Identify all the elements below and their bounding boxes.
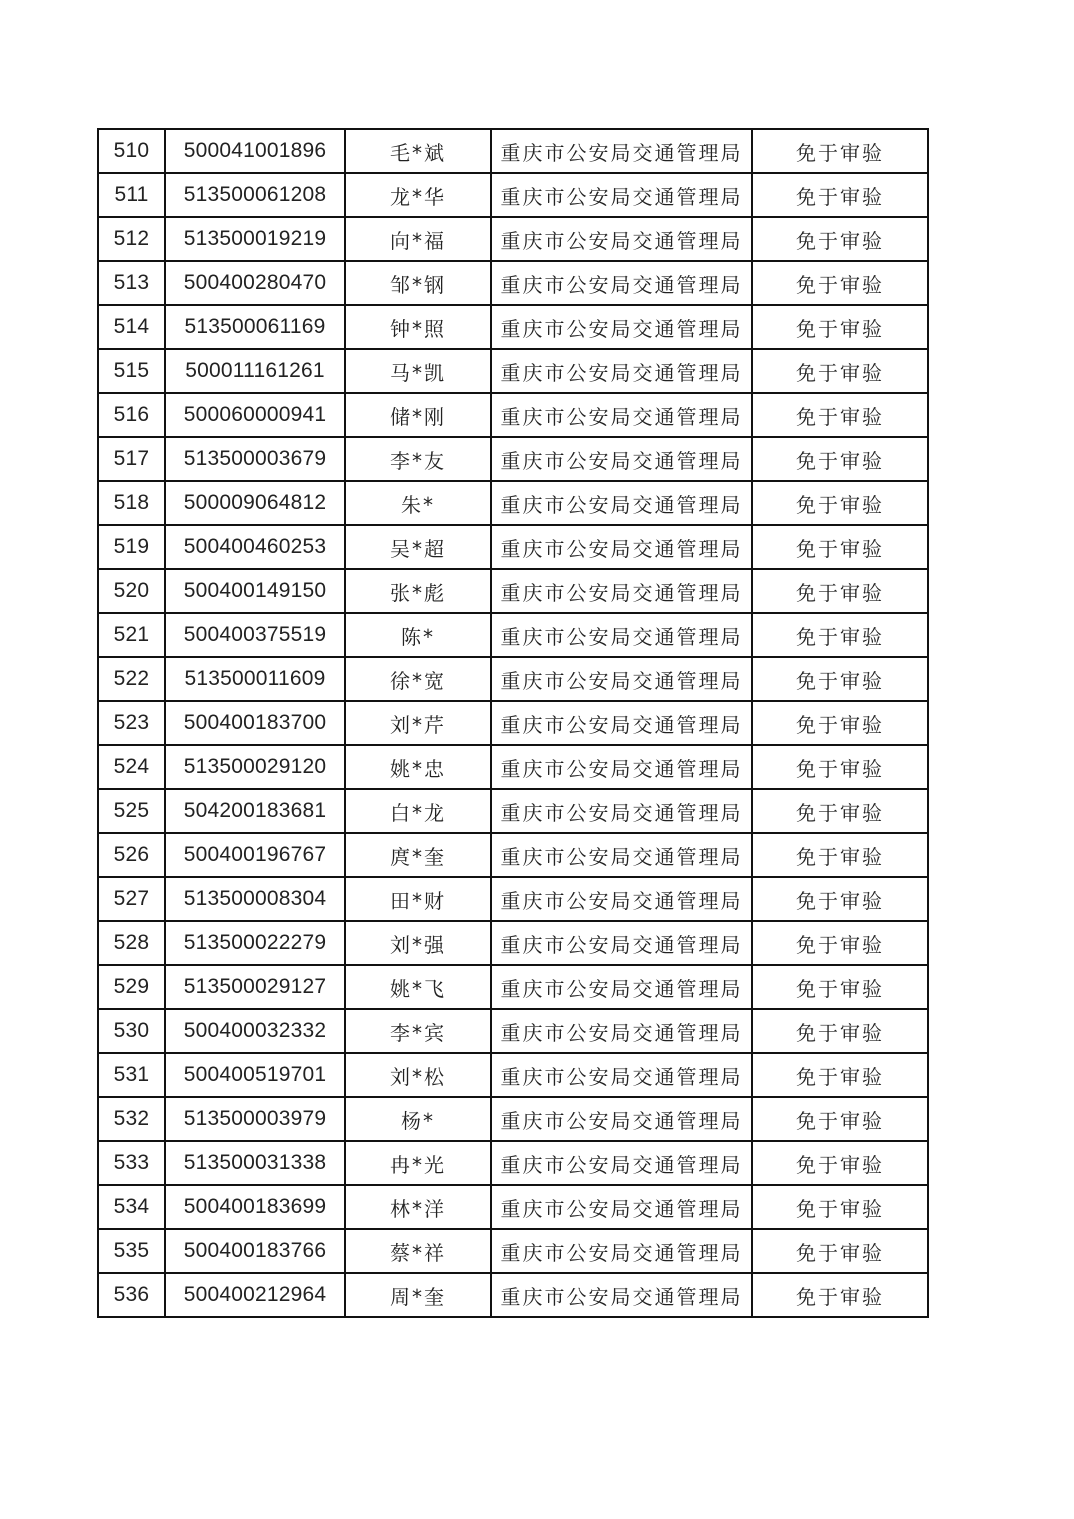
- authority-cell: 重庆市公安局交通管理局: [491, 393, 752, 437]
- row-number-cell: 511: [98, 173, 165, 217]
- record-id-cell: 500400196767: [165, 833, 345, 877]
- record-id-cell: 513500008304: [165, 877, 345, 921]
- person-name-cell: 徐*宽: [345, 657, 491, 701]
- table-body: [98, 129, 928, 1317]
- row-number-cell: 513: [98, 261, 165, 305]
- row-number-cell: 517: [98, 437, 165, 481]
- table-row: [98, 349, 928, 393]
- result-cell: 免于审验: [752, 1053, 928, 1097]
- record-id-cell: 500400032332: [165, 1009, 345, 1053]
- row-number-cell: 516: [98, 393, 165, 437]
- authority-cell: 重庆市公安局交通管理局: [491, 789, 752, 833]
- result-cell: 免于审验: [752, 393, 928, 437]
- record-id-cell: 500011161261: [165, 349, 345, 393]
- authority-cell: 重庆市公安局交通管理局: [491, 437, 752, 481]
- result-cell: 免于审验: [752, 261, 928, 305]
- result-cell: 免于审验: [752, 833, 928, 877]
- person-name-cell: 刘*松: [345, 1053, 491, 1097]
- authority-cell: 重庆市公安局交通管理局: [491, 657, 752, 701]
- record-id-cell: 500400183700: [165, 701, 345, 745]
- person-name-cell: 陈*: [345, 613, 491, 657]
- authority-cell: 重庆市公安局交通管理局: [491, 745, 752, 789]
- record-id-cell: 513500003679: [165, 437, 345, 481]
- result-cell: 免于审验: [752, 877, 928, 921]
- person-name-cell: 蔡*祥: [345, 1229, 491, 1273]
- table-row: [98, 1185, 928, 1229]
- record-id-cell: 500060000941: [165, 393, 345, 437]
- result-cell: 免于审验: [752, 1141, 928, 1185]
- person-name-cell: 姚*飞: [345, 965, 491, 1009]
- table-row: [98, 217, 928, 261]
- result-cell: 免于审验: [752, 525, 928, 569]
- person-name-cell: 刘*芹: [345, 701, 491, 745]
- result-cell: 免于审验: [752, 613, 928, 657]
- authority-cell: 重庆市公安局交通管理局: [491, 1185, 752, 1229]
- record-id-cell: 513500061169: [165, 305, 345, 349]
- result-cell: 免于审验: [752, 173, 928, 217]
- result-cell: 免于审验: [752, 129, 928, 173]
- result-cell: 免于审验: [752, 569, 928, 613]
- table-row: [98, 261, 928, 305]
- person-name-cell: 林*洋: [345, 1185, 491, 1229]
- result-cell: 免于审验: [752, 1185, 928, 1229]
- table-row: [98, 877, 928, 921]
- authority-cell: 重庆市公安局交通管理局: [491, 921, 752, 965]
- table-row: [98, 1141, 928, 1185]
- row-number-cell: 532: [98, 1097, 165, 1141]
- result-cell: 免于审验: [752, 1273, 928, 1317]
- record-id-cell: 500400183766: [165, 1229, 345, 1273]
- result-cell: 免于审验: [752, 965, 928, 1009]
- result-cell: 免于审验: [752, 437, 928, 481]
- authority-cell: 重庆市公安局交通管理局: [491, 261, 752, 305]
- row-number-cell: 525: [98, 789, 165, 833]
- record-id-cell: 500041001896: [165, 129, 345, 173]
- result-cell: 免于审验: [752, 1009, 928, 1053]
- person-name-cell: 毛*斌: [345, 129, 491, 173]
- person-name-cell: 周*奎: [345, 1273, 491, 1317]
- record-id-cell: 513500031338: [165, 1141, 345, 1185]
- record-id-cell: 500400183699: [165, 1185, 345, 1229]
- person-name-cell: 邹*钢: [345, 261, 491, 305]
- result-cell: 免于审验: [752, 349, 928, 393]
- row-number-cell: 521: [98, 613, 165, 657]
- result-cell: 免于审验: [752, 657, 928, 701]
- person-name-cell: 马*凯: [345, 349, 491, 393]
- authority-cell: 重庆市公安局交通管理局: [491, 1009, 752, 1053]
- table-row: [98, 921, 928, 965]
- row-number-cell: 536: [98, 1273, 165, 1317]
- record-id-cell: 500400280470: [165, 261, 345, 305]
- table-row: [98, 789, 928, 833]
- row-number-cell: 512: [98, 217, 165, 261]
- table-row: [98, 657, 928, 701]
- table-row: [98, 569, 928, 613]
- table-row: [98, 1229, 928, 1273]
- authority-cell: 重庆市公安局交通管理局: [491, 305, 752, 349]
- table-row: [98, 701, 928, 745]
- row-number-cell: 510: [98, 129, 165, 173]
- table-row: [98, 1097, 928, 1141]
- person-name-cell: 杨*: [345, 1097, 491, 1141]
- authority-cell: 重庆市公安局交通管理局: [491, 1053, 752, 1097]
- record-id-cell: 500400149150: [165, 569, 345, 613]
- authority-cell: 重庆市公安局交通管理局: [491, 1229, 752, 1273]
- table-row: [98, 437, 928, 481]
- authority-cell: 重庆市公安局交通管理局: [491, 349, 752, 393]
- row-number-cell: 526: [98, 833, 165, 877]
- authority-cell: 重庆市公安局交通管理局: [491, 173, 752, 217]
- record-id-cell: 513500022279: [165, 921, 345, 965]
- authority-cell: 重庆市公安局交通管理局: [491, 965, 752, 1009]
- row-number-cell: 530: [98, 1009, 165, 1053]
- table-row: [98, 481, 928, 525]
- record-id-cell: 513500019219: [165, 217, 345, 261]
- person-name-cell: 储*刚: [345, 393, 491, 437]
- table-row: [98, 525, 928, 569]
- person-name-cell: 冉*光: [345, 1141, 491, 1185]
- authority-cell: 重庆市公安局交通管理局: [491, 877, 752, 921]
- row-number-cell: 518: [98, 481, 165, 525]
- row-number-cell: 529: [98, 965, 165, 1009]
- authority-cell: 重庆市公安局交通管理局: [491, 1141, 752, 1185]
- result-cell: 免于审验: [752, 701, 928, 745]
- row-number-cell: 522: [98, 657, 165, 701]
- table-row: [98, 833, 928, 877]
- row-number-cell: 515: [98, 349, 165, 393]
- record-id-cell: 513500029120: [165, 745, 345, 789]
- authority-cell: 重庆市公安局交通管理局: [491, 569, 752, 613]
- record-id-cell: 504200183681: [165, 789, 345, 833]
- person-name-cell: 朱*: [345, 481, 491, 525]
- authority-cell: 重庆市公安局交通管理局: [491, 481, 752, 525]
- table-row: [98, 173, 928, 217]
- row-number-cell: 520: [98, 569, 165, 613]
- result-cell: 免于审验: [752, 481, 928, 525]
- row-number-cell: 514: [98, 305, 165, 349]
- person-name-cell: 姚*忠: [345, 745, 491, 789]
- record-id-cell: 513500061208: [165, 173, 345, 217]
- row-number-cell: 527: [98, 877, 165, 921]
- authority-cell: 重庆市公安局交通管理局: [491, 613, 752, 657]
- row-number-cell: 531: [98, 1053, 165, 1097]
- person-name-cell: 李*友: [345, 437, 491, 481]
- record-id-cell: 500400212964: [165, 1273, 345, 1317]
- row-number-cell: 524: [98, 745, 165, 789]
- table-row: [98, 1273, 928, 1317]
- table-row: [98, 965, 928, 1009]
- table-row: [98, 613, 928, 657]
- person-name-cell: 龙*华: [345, 173, 491, 217]
- row-number-cell: 523: [98, 701, 165, 745]
- person-name-cell: 向*福: [345, 217, 491, 261]
- result-cell: 免于审验: [752, 217, 928, 261]
- table-row: [98, 1009, 928, 1053]
- record-id-cell: 500400375519: [165, 613, 345, 657]
- result-cell: 免于审验: [752, 745, 928, 789]
- authority-cell: 重庆市公安局交通管理局: [491, 1097, 752, 1141]
- person-name-cell: 张*彪: [345, 569, 491, 613]
- record-id-cell: 513500003979: [165, 1097, 345, 1141]
- result-cell: 免于审验: [752, 1229, 928, 1273]
- person-name-cell: 庹*奎: [345, 833, 491, 877]
- table-row: [98, 393, 928, 437]
- record-id-cell: 500400460253: [165, 525, 345, 569]
- row-number-cell: 534: [98, 1185, 165, 1229]
- table-row: [98, 1053, 928, 1097]
- data-table: [97, 128, 929, 1318]
- authority-cell: 重庆市公安局交通管理局: [491, 217, 752, 261]
- row-number-cell: 519: [98, 525, 165, 569]
- table-row: [98, 305, 928, 349]
- result-cell: 免于审验: [752, 921, 928, 965]
- person-name-cell: 刘*强: [345, 921, 491, 965]
- record-id-cell: 500400519701: [165, 1053, 345, 1097]
- record-id-cell: 500009064812: [165, 481, 345, 525]
- person-name-cell: 李*宾: [345, 1009, 491, 1053]
- row-number-cell: 528: [98, 921, 165, 965]
- person-name-cell: 白*龙: [345, 789, 491, 833]
- record-id-cell: 513500029127: [165, 965, 345, 1009]
- result-cell: 免于审验: [752, 305, 928, 349]
- authority-cell: 重庆市公安局交通管理局: [491, 833, 752, 877]
- table-row: [98, 745, 928, 789]
- result-cell: 免于审验: [752, 789, 928, 833]
- authority-cell: 重庆市公安局交通管理局: [491, 129, 752, 173]
- table-row: [98, 129, 928, 173]
- authority-cell: 重庆市公安局交通管理局: [491, 1273, 752, 1317]
- person-name-cell: 吴*超: [345, 525, 491, 569]
- row-number-cell: 533: [98, 1141, 165, 1185]
- row-number-cell: 535: [98, 1229, 165, 1273]
- person-name-cell: 钟*照: [345, 305, 491, 349]
- person-name-cell: 田*财: [345, 877, 491, 921]
- result-cell: 免于审验: [752, 1097, 928, 1141]
- record-id-cell: 513500011609: [165, 657, 345, 701]
- authority-cell: 重庆市公安局交通管理局: [491, 525, 752, 569]
- authority-cell: 重庆市公安局交通管理局: [491, 701, 752, 745]
